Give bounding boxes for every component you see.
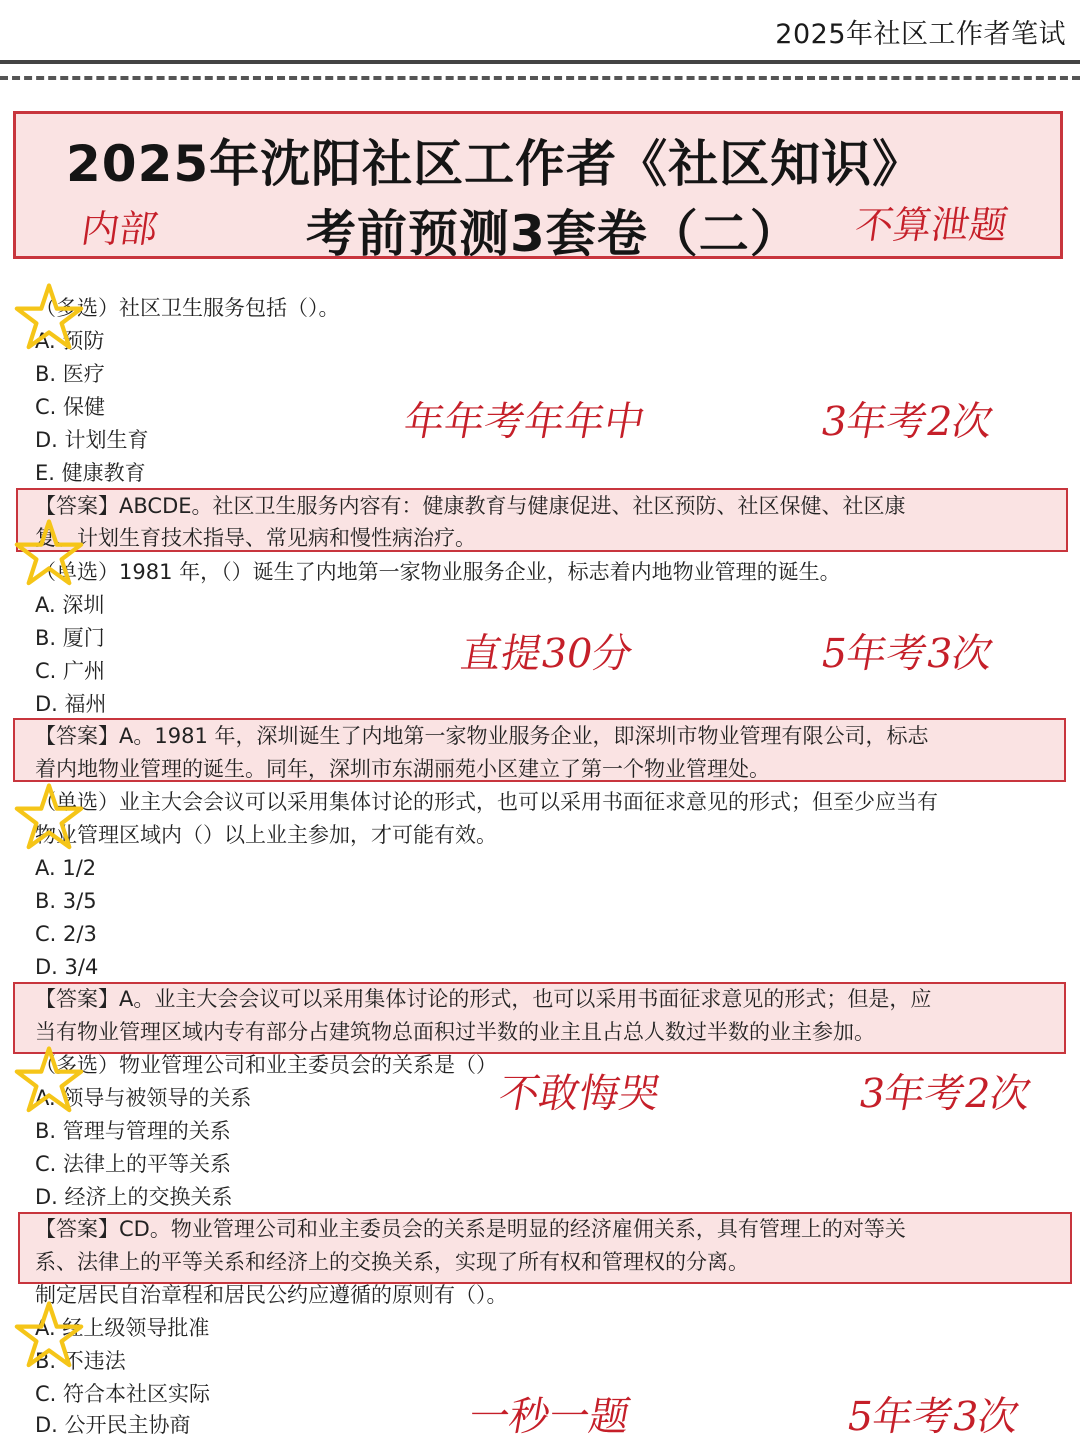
question-stem: （多选）社区卫生服务包括（）。 — [35, 296, 340, 320]
handwritten-note: 不敢悔哭 — [495, 1071, 664, 1117]
star-icon — [14, 282, 84, 352]
handwritten-note: 直提30分 — [457, 631, 637, 677]
handwritten-note: 年年考年年中 — [400, 399, 649, 445]
handwritten-note: 3年考2次 — [855, 1071, 1035, 1117]
star-icon — [14, 1045, 84, 1115]
question-stem: （多选）物业管理公司和业主委员会的关系是（） — [35, 1053, 497, 1077]
handwritten-note: 5年考3次 — [817, 631, 997, 677]
option: C. 2/3 — [35, 922, 97, 946]
header-label: 2025年社区工作者笔试 — [775, 19, 1066, 50]
handwritten-note: 3年考2次 — [817, 399, 997, 445]
option: C. 法律上的平等关系 — [35, 1152, 232, 1176]
answer-text: 【答案】A。业主大会会议可以采用集体讨论的形式，也可以采用书面征求意见的形式；但是，应 — [35, 987, 932, 1011]
question-stem: （单选）业主大会会议可以采用集体讨论的形式，也可以采用书面征求意见的形式；但至少应当有 — [35, 790, 938, 814]
answer-text: 复、计划生育技术指导、常见病和慢性病治疗。 — [35, 526, 476, 550]
handwritten-note: 5年考3次 — [843, 1394, 1023, 1440]
option: D. 福州 — [35, 692, 107, 716]
option: D. 3/4 — [35, 955, 99, 979]
answer-text: 【答案】ABCDE。社区卫生服务内容有：健康教育与健康促进、社区预防、社区保健、社区康 — [35, 494, 906, 518]
question-stem: 物业管理区域内（）以上业主参加，才可能有效。 — [35, 823, 497, 847]
page-title-line-1: 2025年沈阳社区工作者《社区知识》 — [66, 135, 924, 193]
option: A. 深圳 — [35, 593, 105, 617]
star-icon — [14, 518, 84, 588]
option: C. 广州 — [35, 659, 106, 683]
question-stem: 制定居民自治章程和居民公约应遵循的原则有（）。 — [35, 1283, 508, 1307]
option: A. 预防 — [35, 329, 105, 353]
page-title-line-2: 考前预测3套卷（二） — [306, 205, 801, 263]
option: D. 经济上的交换关系 — [35, 1185, 233, 1209]
title-banner — [13, 111, 1063, 263]
option: B. 医疗 — [35, 362, 105, 386]
dashed-divider — [0, 76, 1080, 80]
star-icon — [14, 782, 84, 852]
option: B. 厦门 — [35, 626, 105, 650]
handwritten-note-not-leak: 不算泄题 — [852, 203, 1011, 247]
option: A. 1/2 — [35, 856, 97, 880]
handwritten-note: 一秒一题 — [465, 1394, 634, 1440]
option: D. 公开民主协商 — [35, 1413, 191, 1437]
answer-text: 【答案】CD。物业管理公司和业主委员会的关系是明显的经济雇佣关系，具有管理上的对等关 — [35, 1217, 906, 1241]
header-divider — [0, 60, 1080, 64]
option: B. 不违法 — [35, 1349, 126, 1373]
answer-text: 【答案】A。1981 年，深圳诞生了内地第一家物业服务企业，即深圳市物业管理有限公司，标志 — [35, 724, 929, 748]
option: A. 领导与被领导的关系 — [35, 1086, 252, 1110]
answer-text: 当有物业管理区域内专有部分占建筑物总面积过半数的业主且占总人数过半数的业主参加。 — [35, 1020, 875, 1044]
option: C. 符合本社区实际 — [35, 1382, 211, 1406]
option: B. 管理与管理的关系 — [35, 1119, 231, 1143]
option: B. 3/5 — [35, 889, 97, 913]
handwritten-note-internal: 内部 — [78, 207, 161, 251]
option: A. 经上级领导批准 — [35, 1316, 210, 1340]
option: D. 计划生育 — [35, 428, 149, 452]
answer-text: 系、法律上的平等关系和经济上的交换关系，实现了所有权和管理权的分离。 — [35, 1250, 749, 1274]
option: E. 健康教育 — [35, 461, 146, 485]
option: C. 保健 — [35, 395, 106, 419]
question-stem: （单选）1981 年，（）诞生了内地第一家物业服务企业，标志着内地物业管理的诞生。 — [35, 560, 841, 584]
star-icon — [14, 1300, 84, 1370]
answer-text: 着内地物业管理的诞生。同年，深圳市东湖丽苑小区建立了第一个物业管理处。 — [35, 757, 770, 781]
